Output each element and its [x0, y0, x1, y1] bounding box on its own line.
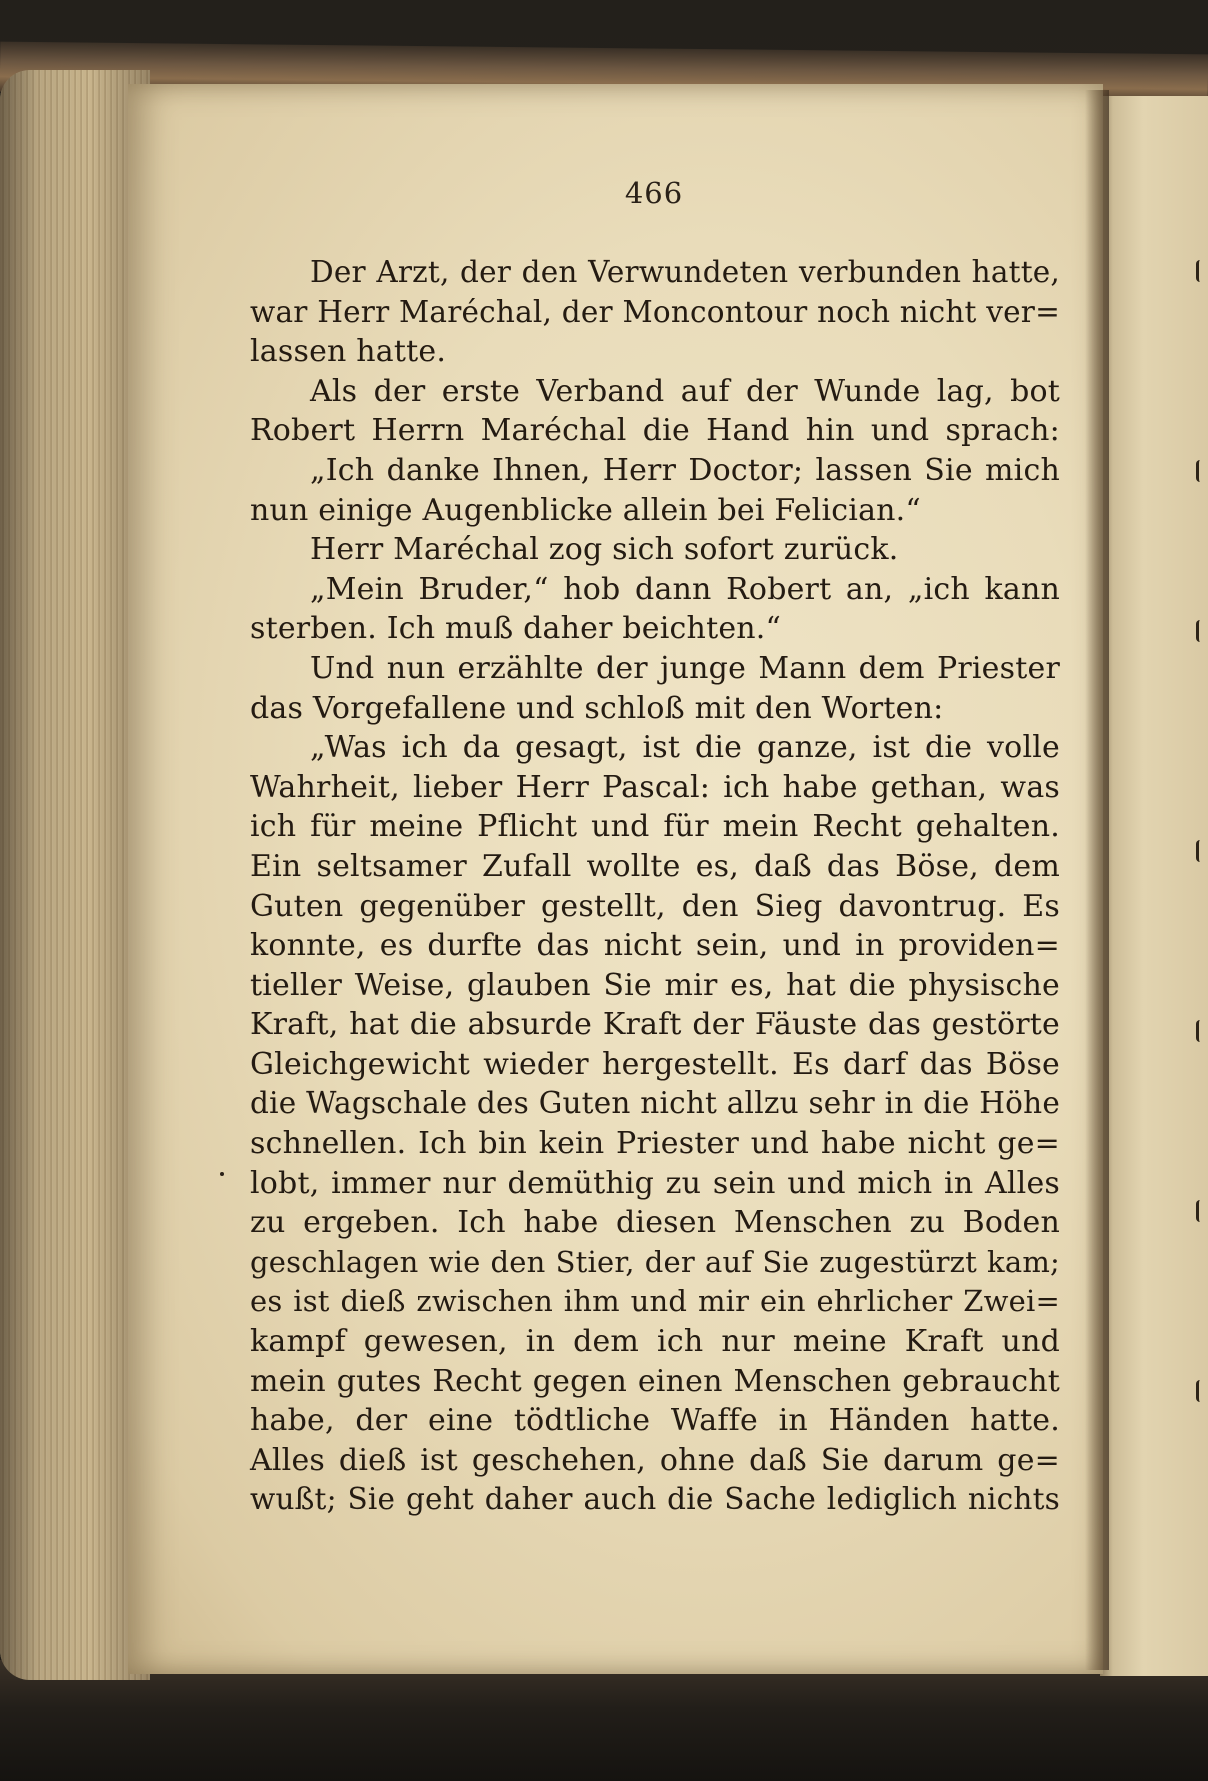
text-line: Und nun erzählte der junge Mann dem Priester: [310, 650, 1060, 686]
print-mark: [1196, 840, 1207, 862]
text-line: nun einige Augenblicke allein bei Felician.“: [250, 492, 921, 528]
facing-page-print-marks: [1192, 200, 1208, 1600]
text-line: die Wagschale des Guten nicht allzu sehr in die Höhe: [250, 1086, 1060, 1121]
text-line: Herr Maréchal zog sich sofort zurück.: [310, 532, 899, 568]
body-text: [250, 253, 1060, 1520]
print-mark: [1196, 1200, 1207, 1222]
text-line: es ist dieß zwischen ihm und mir ein ehrlicher Zwei=: [250, 1284, 1060, 1319]
text-line: Ein seltsamer Zufall wollte es, daß das Böse, dem: [250, 848, 1060, 884]
page-number-text: 466: [624, 176, 684, 210]
text-line: sterben. Ich muß daher beichten.“: [250, 611, 782, 647]
text-line: geschlagen wie den Stier, der auf Sie zugestürzt kam;: [250, 1244, 1060, 1279]
text-line: „Was ich da gesagt, ist die ganze, ist die volle: [310, 730, 1060, 766]
text-line: Alles dieß ist geschehen, ohne daß Sie darum ge=: [250, 1442, 1060, 1478]
text-line: schnellen. Ich bin kein Priester und habe nicht ge=: [250, 1126, 1060, 1162]
text-line: lobt, immer nur demüthig zu sein und mich in Alles: [250, 1165, 1060, 1201]
print-mark: [1196, 260, 1207, 282]
page-gutter-shadow: [1085, 90, 1109, 1670]
text-line: lassen hatte.: [250, 334, 447, 370]
page-number: [0, 176, 1208, 210]
text-line: kampf gewesen, in dem ich nur meine Kraft und: [250, 1324, 1060, 1360]
text-line: zu ergeben. Ich habe diesen Menschen zu Boden: [250, 1205, 1060, 1241]
print-mark: [1196, 1020, 1207, 1042]
text-line: „Ich danke Ihnen, Herr Doctor; lassen Sie mich: [310, 452, 1060, 488]
text-line: war Herr Maréchal, der Moncontour noch nicht ver=: [250, 294, 1060, 329]
text-line: ich für meine Pflicht und für mein Recht gehalten.: [250, 809, 1060, 845]
text-line: Robert Herrn Maréchal die Hand hin und sprach:: [250, 413, 1060, 449]
text-line: Der Arzt, der den Verwundeten verbunden hatte,: [310, 255, 1060, 289]
ink-speck: [220, 1172, 224, 1176]
text-line: Guten gegenüber gestellt, den Sieg davontrug. Es: [250, 888, 1060, 924]
text-line: konnte, es durfte das nicht sein, und in providen=: [250, 928, 1060, 964]
text-line: Wahrheit, lieber Herr Pascal: ich habe gethan, was: [250, 769, 1060, 805]
text-line: das Vorgefallene und schloß mit den Worten:: [250, 690, 944, 726]
print-mark: [1196, 620, 1207, 642]
text-line: Gleichgewicht wieder hergestellt. Es darf das Böse: [250, 1046, 1060, 1082]
print-mark: [1196, 460, 1207, 482]
text-line: „Mein Bruder,“ hob dann Robert an, „ich kann: [310, 571, 1060, 607]
text-line: Kraft, hat die absurde Kraft der Fäuste das gestörte: [250, 1007, 1060, 1043]
text-line: habe, der eine tödtliche Waffe in Händen hatte.: [250, 1403, 1060, 1439]
book-cover-bottom-edge: [0, 1660, 1208, 1781]
print-mark: [1196, 1380, 1207, 1402]
text-line: Als der erste Verband auf der Wunde lag, bot: [310, 373, 1060, 409]
text-line: tieller Weise, glauben Sie mir es, hat die physische: [250, 967, 1060, 1003]
text-line: wußt; Sie geht daher auch die Sache lediglich nichts: [250, 1482, 1060, 1517]
text-line: mein gutes Recht gegen einen Menschen gebraucht: [250, 1363, 1060, 1399]
